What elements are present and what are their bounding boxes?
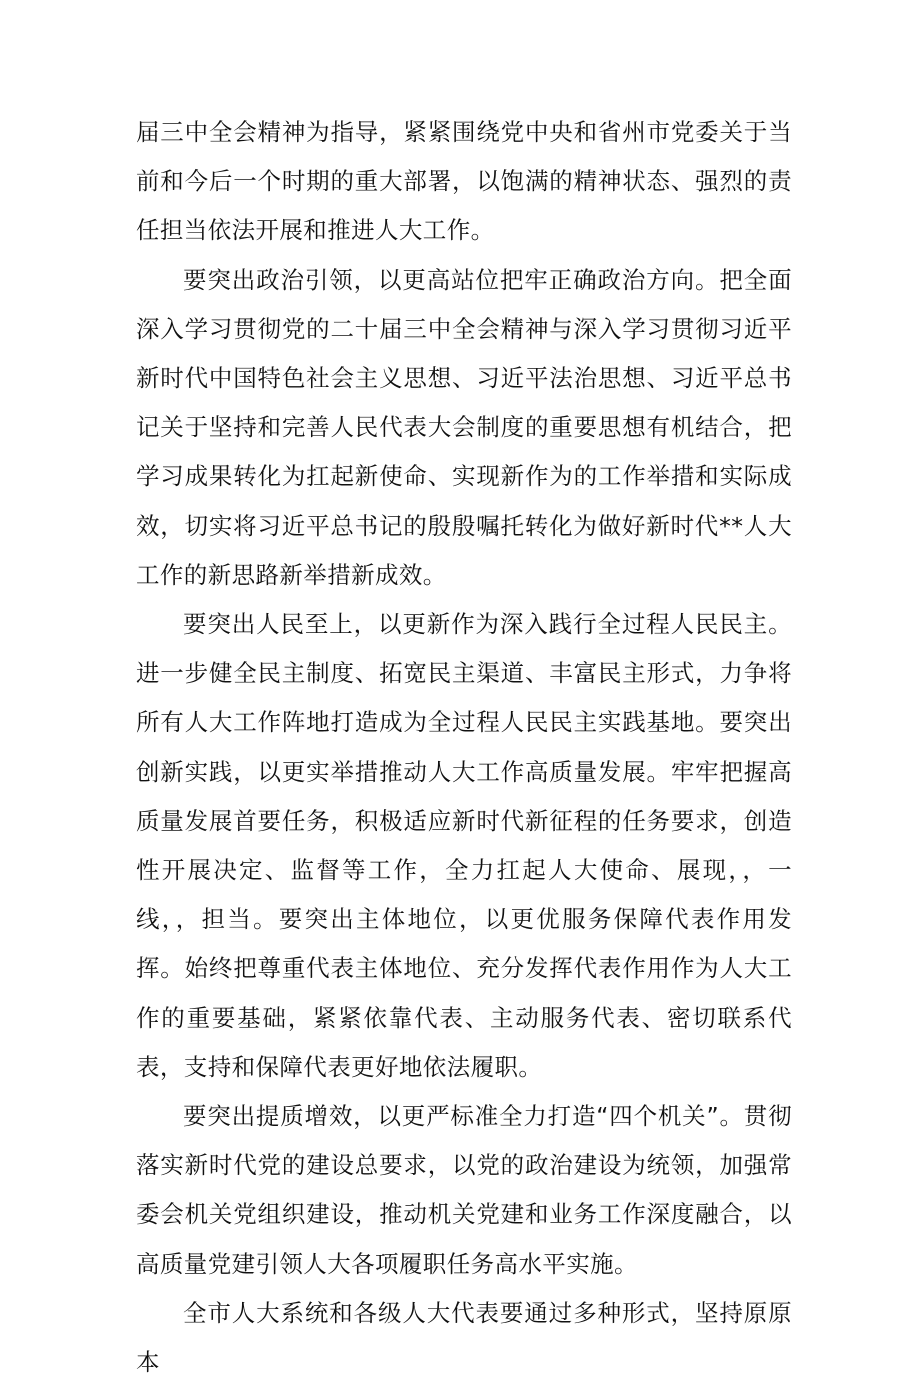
paragraph-4: 要突出提质增效，以更严标准全力打造“四个机关”。贯彻落实新时代党的建设总要求，以党的政治建设为统领，加强常委会机关党组织建设，推动机关党建和业务工作深度融合，以高质量党建引领人大各项履职任务高水平实施。 [136, 1102, 792, 1278]
document-body [136, 108, 792, 1387]
paragraph-1: 届三中全会精神为指导，紧紧围绕党中央和省州市党委关于当前和今后一个时期的重大部署，以饱满的精神状态、强烈的责任担当依法开展和推进人大工作。 [136, 118, 792, 245]
paragraph-2: 要突出政治引领，以更高站位把牢正确政治方向。把全面深入学习贯彻党的二十届三中全会精神与深入学习贯彻习近平新时代中国特色社会主义思想、习近平法治思想、习近平总书记关于坚持和完善人民代表大会制度的重要思想有机结合，把学习成果转化为扛起新使命、实现新作为的工作举措和实际成效，切实将习近平总书记的殷殷嘱托转化为做好新时代**人大工作的新思路新举措新成效。 [136, 265, 792, 589]
paragraph-3: 要突出人民至上，以更新作为深入践行全过程人民民主。进一步健全民主制度、拓宽民主渠道、丰富民主形式，力争将所有人大工作阵地打造成为全过程人民民主实践基地。要突出创新实践，以更实举措推动人大工作高质量发展。牢牢把握高质量发展首要任务，积极适应新时代新征程的任务要求，创造性开展决定、监督等工作，全力扛起人大使命、展现，，一线，，担当。要突出主体地位，以更优服务保障代表作用发挥。始终把尊重代表主体地位、充分发挥代表作用作为人大工作的重要基础，紧紧依靠代表、主动服务代表、密切联系代表，支持和保障代表更好地依法履职。 [136, 610, 792, 1081]
paragraph-5: 全市人大系统和各级人大代表要通过多种形式，坚持原原本 [136, 1298, 792, 1377]
